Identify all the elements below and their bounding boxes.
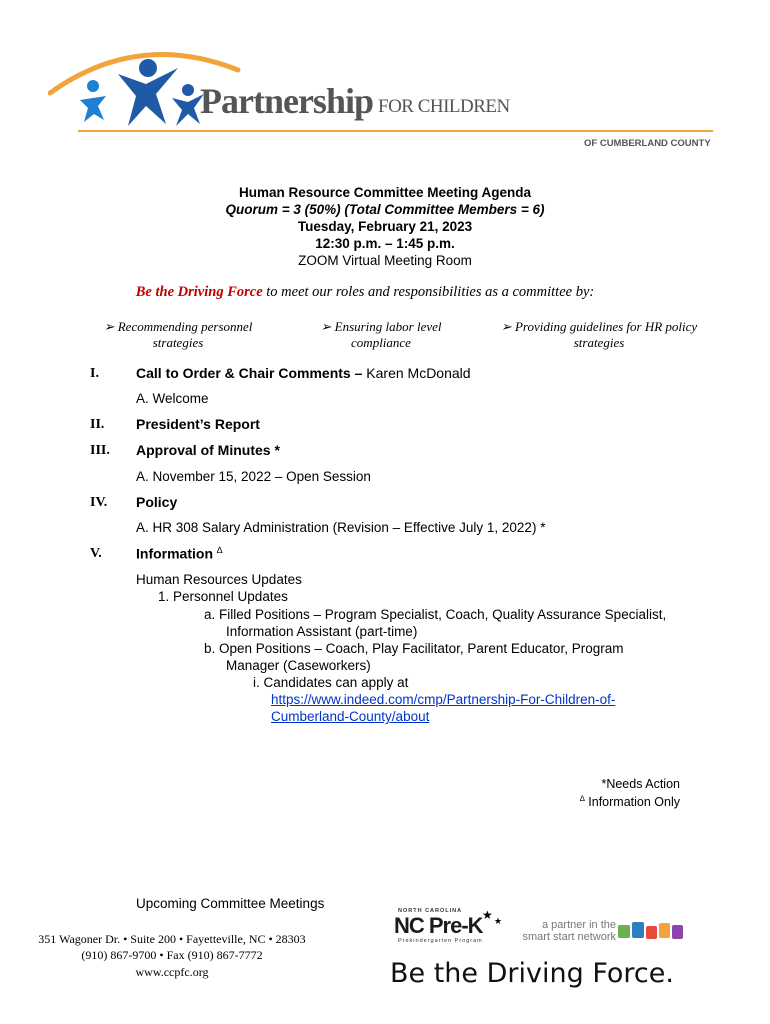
section-4-item-a: A. HR 308 Salary Administration (Revision – Effective July 1, 2022) * [136, 520, 546, 535]
section-2-number: II. [90, 417, 105, 432]
legend-needs-action: *Needs Action [601, 777, 680, 791]
logo-county-text: OF CUMBERLAND COUNTY [584, 138, 711, 149]
meeting-time: 12:30 p.m. – 1:45 p.m. [315, 236, 455, 251]
mission-statement [0, 284, 730, 301]
mission-highlight: Be the Driving Force [135, 284, 263, 300]
section-3-title: Approval of Minutes * [136, 442, 280, 458]
filled-positions-line1: a. Filled Positions – Program Specialist, Coach, Quality Assurance Specialist, [204, 607, 667, 622]
smart-start-logo: a partner in the smart start network [518, 918, 688, 948]
footer-website: www.ccpfc.org [135, 965, 209, 979]
logo [48, 38, 728, 153]
upcoming-meetings: Upcoming Committee Meetings [136, 896, 325, 911]
tagline: Be the Driving Force. [390, 958, 674, 989]
logo-main-text: Partnership [200, 81, 373, 121]
smart-start-blocks-icon [618, 920, 684, 944]
meeting-date: Tuesday, February 21, 2023 [297, 219, 473, 234]
footer-address: 351 Wagoner Dr. • Suite 200 • Fayetteville, NC • 28303 [38, 932, 306, 946]
arrow-bullet-icon: ➢ [500, 319, 515, 334]
logo-for-children-text: FOR CHILDREN [378, 96, 510, 117]
star-icon: ★ [494, 916, 503, 926]
mission-rest: to meet our roles and responsibilities as a committee by: [262, 284, 595, 300]
section-4-title: Policy [136, 494, 178, 510]
section-3-number: III. [90, 443, 110, 458]
legend-information-only: ∆ Information Only [579, 794, 680, 810]
section-3-item-a: A. November 15, 2022 – Open Session [136, 469, 371, 484]
open-positions-line2: Manager (Caseworkers) [226, 658, 371, 673]
star-icon: ★ [482, 908, 493, 922]
hr-updates-heading: Human Resources Updates [136, 572, 302, 587]
section-4-number: IV. [90, 495, 108, 510]
quorum-line: Quorum = 3 (50%) (Total Committee Members = 6) [225, 202, 545, 217]
section-1-number: I. [90, 366, 99, 381]
section-5-number: V. [90, 546, 102, 561]
candidates-apply: i. Candidates can apply at [253, 675, 409, 690]
personnel-updates: 1. Personnel Updates [158, 589, 288, 604]
section-2-title: President’s Report [136, 416, 260, 432]
meeting-location: ZOOM Virtual Meeting Room [298, 253, 472, 268]
chair-name: Karen McDonald [366, 365, 471, 381]
footer-phone: (910) 867-9700 • Fax (910) 867-7772 [81, 948, 263, 962]
bullet-recommending: ➢ Recommending personnel strategies [103, 319, 253, 350]
bullet-ensuring: ➢ Ensuring labor level compliance [320, 319, 442, 350]
info-delta-icon: ∆ [216, 545, 223, 555]
indeed-link-line1[interactable]: https://www.indeed.com/cmp/Partnership-For-Children-of- [271, 692, 616, 707]
arrow-bullet-icon: ➢ [320, 319, 335, 334]
indeed-link-line2[interactable]: Cumberland-County/about [271, 709, 430, 724]
info-delta-icon: ∆ [579, 794, 585, 803]
ncprek-logo: NORTH CAROLINA NC Pre-K ★ ★ Prekindergarten Program [394, 908, 503, 944]
section-1-title: Call to Order & Chair Comments – Karen McDonald [136, 365, 471, 381]
section-5-title: Information ∆ [136, 545, 223, 562]
bullet-providing: ➢ Providing guidelines for HR policy strategies [500, 319, 698, 350]
agenda-title: Human Resource Committee Meeting Agenda [238, 185, 532, 200]
arrow-bullet-icon: ➢ [103, 319, 118, 334]
open-positions-line1: b. Open Positions – Coach, Play Facilitator, Parent Educator, Program [204, 641, 624, 656]
section-1-item-a: A. Welcome [136, 391, 209, 406]
filled-positions-line2: Information Assistant (part-time) [226, 624, 418, 639]
